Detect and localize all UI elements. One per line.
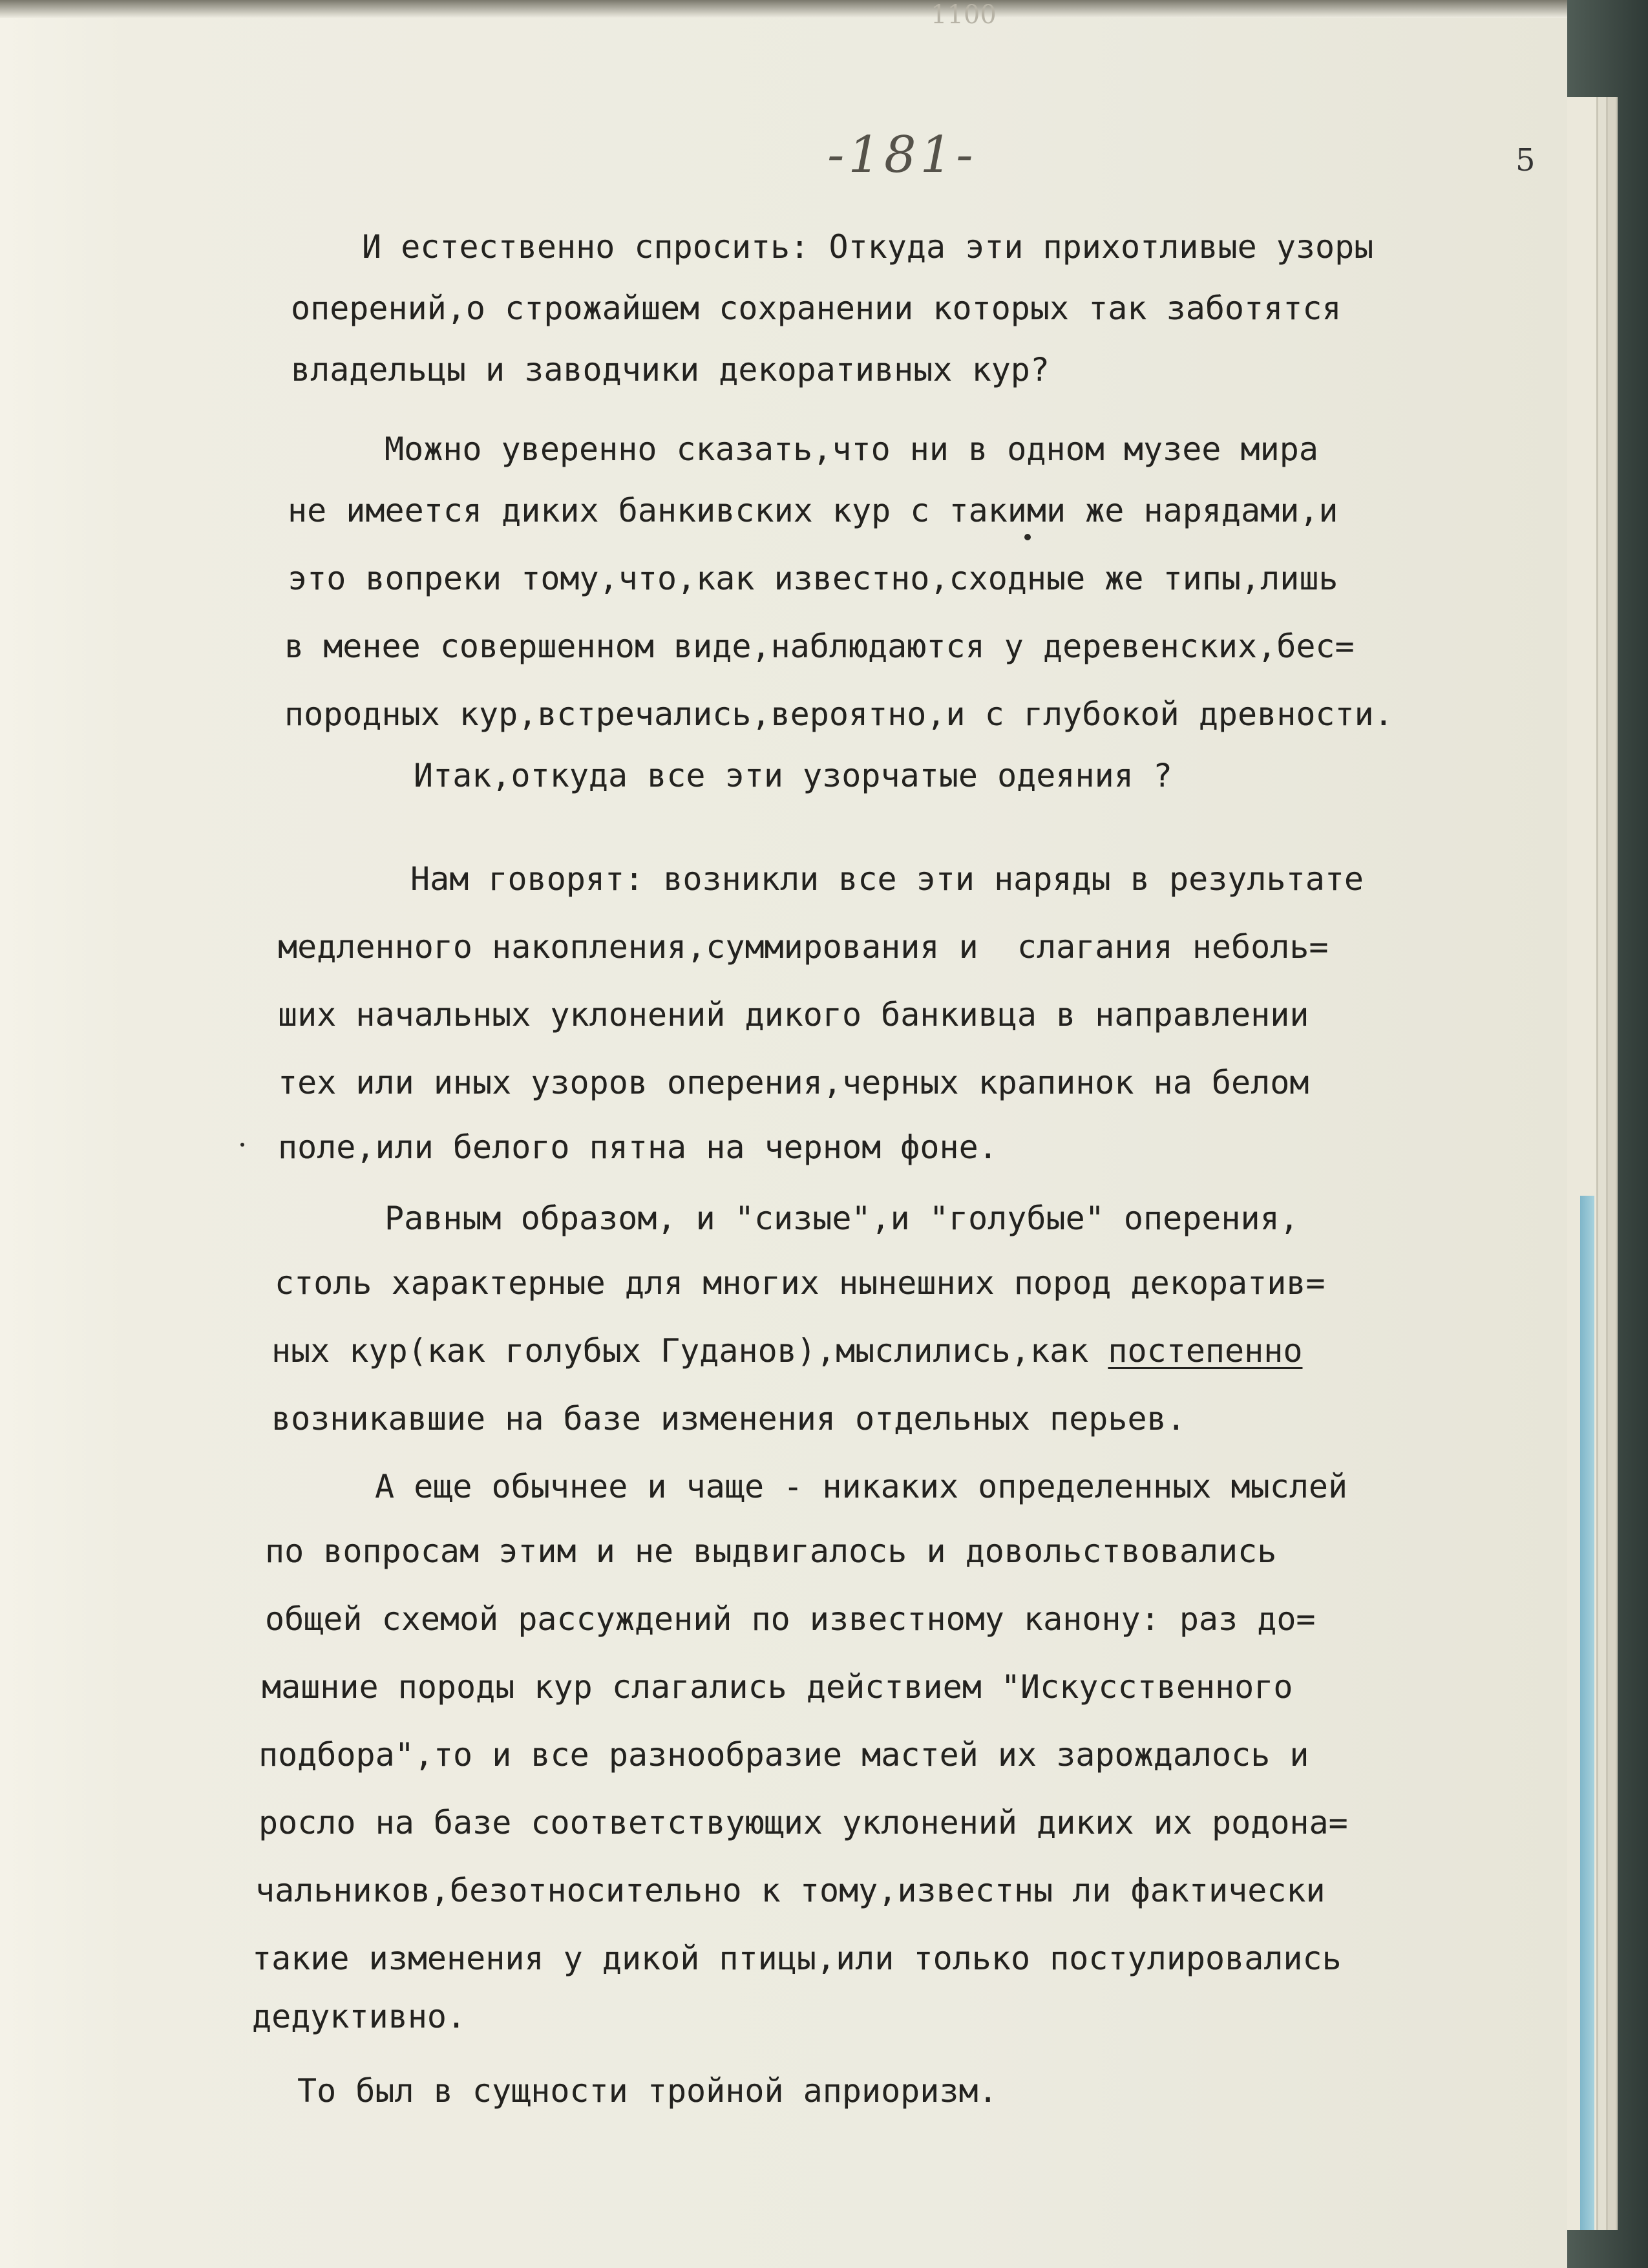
text-line: То был в сущности тройной априоризм. <box>297 2072 998 2110</box>
text-line: оперений,о строжайшем сохранении которых так заботятся <box>291 290 1342 327</box>
text-line: не имеется диких банкивских кур с такими же нарядами,и <box>288 492 1338 529</box>
text-line: столь характерные для многих нынешних пород декоратив= <box>275 1264 1326 1302</box>
text-line: Итак,откуда все эти узорчатые одеяния ? <box>414 757 1172 794</box>
text-line: росло на базе соответствующих уклонений диких их родона= <box>259 1804 1348 1841</box>
text-line <box>271 1331 1302 1370</box>
text-line: породных кур,встречались,вероятно,и с глубокой древности. <box>284 695 1393 733</box>
ink-speck <box>240 1143 244 1147</box>
text-line: владельцы и заводчики декоративных кур? <box>291 351 1050 388</box>
text-line: подбора",то и все разнообразие мастей их зарождалось и <box>259 1736 1309 1774</box>
text-line: Можно уверенно сказать,что ни в одном музее мира <box>385 430 1318 468</box>
text-fragment: ных кур(как голубых Гуданов),мыслились,как <box>271 1332 1108 1370</box>
ink-speck <box>1024 534 1031 540</box>
text-line: общей схемой рассуждений по известному канону: раз до= <box>265 1600 1316 1638</box>
underlined-word: постепенно <box>1108 1332 1303 1370</box>
page-edge-tab <box>1580 1196 1594 2230</box>
text-line: по вопросам этим и не выдвигалось и довольствовались <box>265 1532 1277 1570</box>
top-shadow <box>0 0 1567 18</box>
text-line: дедуктивно. <box>252 1998 467 2035</box>
text-line: возникавшие на базе изменения отдельных перьев. <box>271 1400 1186 1437</box>
text-line: Нам говорят: возникли все эти наряды в результате <box>410 860 1364 898</box>
text-line: И естественно спросить: Откуда эти прихотливые узоры <box>362 228 1374 266</box>
text-line: тех или иных узоров оперения,черных крапинок на белом <box>278 1064 1309 1101</box>
handwritten-folio: -181- <box>827 126 977 184</box>
text-line: медленного накопления,суммирования и слагания неболь= <box>278 928 1329 966</box>
archive-stamp: 1100 <box>931 0 997 30</box>
text-line: в менее совершенном виде,наблюдаются у деревенских,бес= <box>284 628 1355 665</box>
text-line: такие изменения у дикой птицы,или только постулировались <box>252 1940 1342 1977</box>
text-line: чальников,безотносительно к тому,известны ли фактически <box>255 1872 1326 1909</box>
text-line: машние породы кур слагались действием "Искусственного <box>262 1668 1293 1706</box>
text-line: Равным образом, и "сизые",и "голубые" оперения, <box>385 1200 1299 1237</box>
text-line: ших начальных уклонений дикого банкивца в направлении <box>278 996 1309 1033</box>
text-line: А еще обычнее и чаще - никаких определенных мыслей <box>375 1468 1348 1505</box>
text-line: поле,или белого пятна на черном фоне. <box>278 1129 998 1166</box>
page-number: 5 <box>1516 142 1536 178</box>
text-line: это вопреки тому,что,как известно,сходные же типы,лишь <box>288 560 1338 597</box>
